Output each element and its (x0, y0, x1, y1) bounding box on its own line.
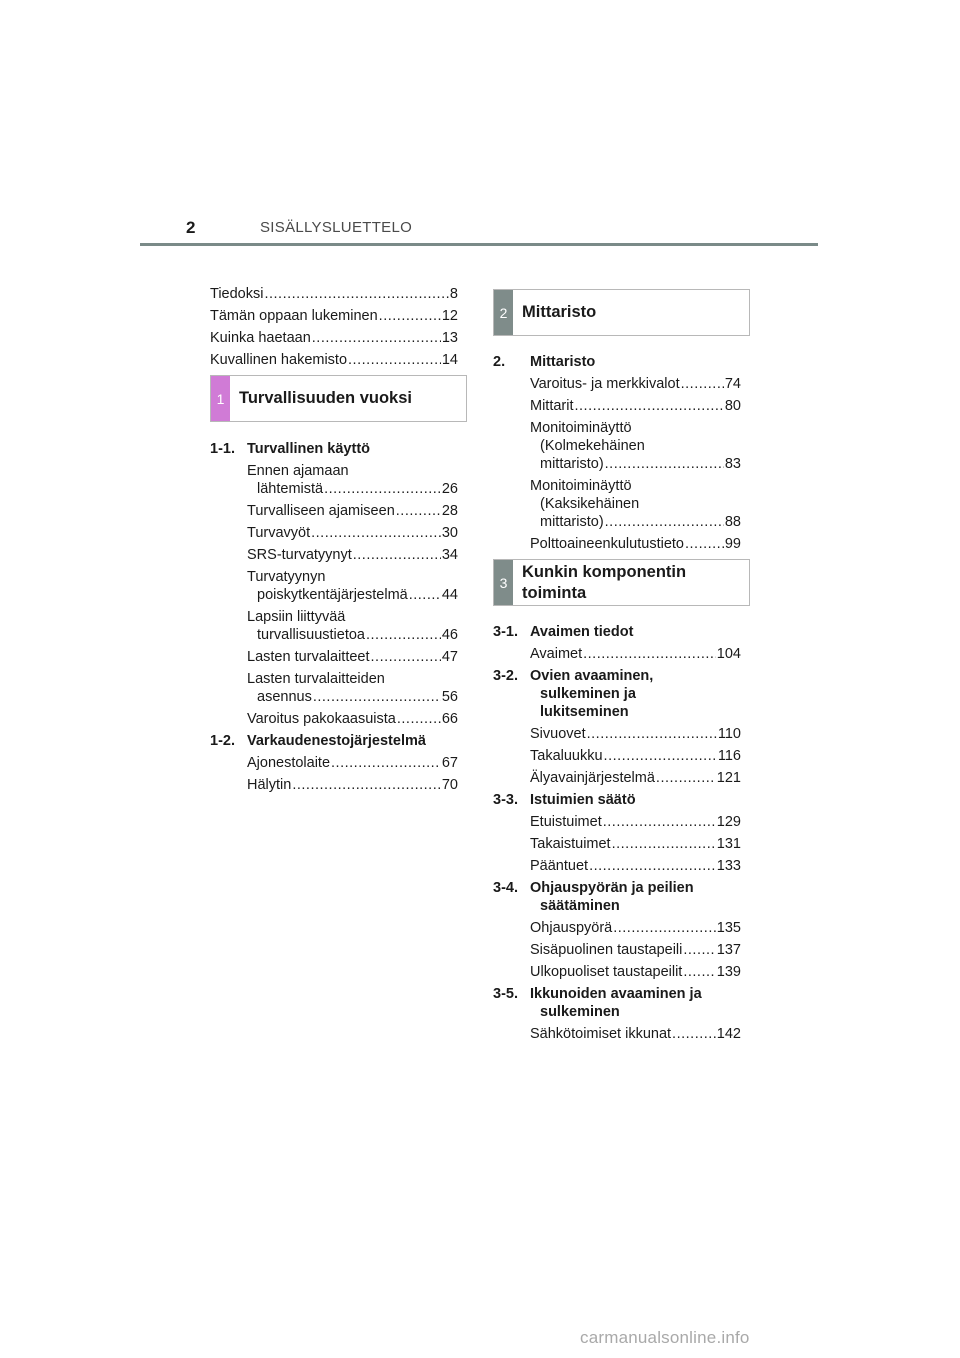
leader-dots (312, 329, 441, 347)
leader-dots (348, 351, 441, 369)
toc-entry[interactable]: Lapsiin liittyvää turvallisuustietoa ..... 46 (210, 608, 458, 644)
toc-entry[interactable]: Tämän oppaan lukeminen ..... 12 (210, 307, 458, 325)
leader-dots (396, 502, 441, 520)
toc-entry[interactable]: Ulkopuoliset taustapeilit ..... 139 (493, 963, 741, 981)
chapter-3-header[interactable] (493, 559, 750, 606)
chapter-tab: 1 (211, 376, 230, 421)
toc-entry[interactable]: Turvalliseen ajamiseen ..... 28 (210, 502, 458, 520)
toc-right-column (493, 289, 741, 1047)
leader-dots (371, 648, 441, 666)
leader-dots (672, 1025, 716, 1043)
leader-dots (331, 754, 441, 772)
toc-entry[interactable]: Takaistuimet ..... 131 (493, 835, 741, 853)
section-heading[interactable]: 3-3. Istuimien säätö (493, 792, 636, 808)
leader-dots (587, 725, 717, 743)
leader-dots (685, 535, 724, 553)
toc-entry[interactable]: Ennen ajamaan lähtemistä ..... 26 (210, 462, 458, 498)
section-heading[interactable]: 3-1. Avaimen tiedot (493, 624, 634, 640)
leader-dots (683, 963, 715, 981)
leader-dots (603, 813, 716, 831)
toc-entry[interactable]: Varoitus pakokaasuista ..... 66 (210, 710, 458, 728)
toc-entry[interactable]: Varoitus- ja merkkivalot ..... 74 (493, 375, 741, 393)
section-heading[interactable]: 1-1. Turvallinen käyttö (210, 441, 371, 457)
toc-entry[interactable]: Kuvallinen hakemisto ..... 14 (210, 351, 458, 369)
leader-dots (613, 919, 716, 937)
leader-dots (605, 513, 724, 531)
section-heading[interactable]: 2. Mittaristo (493, 354, 596, 370)
toc-entry[interactable]: Turvavyöt ..... 30 (210, 524, 458, 542)
page-header (186, 218, 818, 244)
leader-dots (264, 285, 448, 303)
toc-entry[interactable]: Pääntuet ..... 133 (493, 857, 741, 875)
chapter-1-header[interactable] (210, 375, 467, 422)
chapter-title: Turvallisuuden vuoksi (239, 389, 412, 407)
leader-dots (681, 375, 724, 393)
toc-entry[interactable]: SRS-turvatyynyt ..... 34 (210, 546, 458, 564)
page-number: 2 (186, 218, 196, 237)
leader-dots (583, 645, 716, 663)
toc-left-column (210, 285, 458, 798)
toc-entry[interactable]: Ohjauspyörä ..... 135 (493, 919, 741, 937)
section-heading[interactable]: 3-2. Ovien avaaminen, sulkeminen ja lukitseminen (493, 668, 654, 720)
page-title: SISÄLLYSLUETTELO (260, 219, 413, 236)
toc-entry[interactable]: Lasten turvalaitteet ..... 47 (210, 648, 458, 666)
watermark: carmanualsonline.info (580, 1328, 750, 1347)
section-heading[interactable]: 3-5. Ikkunoiden avaaminen ja sulkeminen (493, 986, 702, 1020)
chapter-2-header[interactable] (493, 289, 750, 336)
leader-dots (575, 397, 724, 415)
toc-entry[interactable]: Älyavainjärjestelmä ..... 121 (493, 769, 741, 787)
chapter-tab: 3 (494, 560, 513, 605)
section-heading[interactable]: 3-4. Ohjauspyörän ja peilien säätäminen (493, 880, 694, 914)
toc-entry[interactable]: Monitoiminäyttö (Kaksikehäinen mittaristo) ..... 88 (493, 477, 741, 531)
leader-dots (311, 524, 441, 542)
leader-dots (379, 307, 441, 325)
toc-entry[interactable]: Sähkötoimiset ikkunat ..... 142 (493, 1025, 741, 1043)
toc-entry[interactable]: Lasten turvalaitteiden asennus ..... 56 (210, 670, 458, 706)
toc-entry[interactable]: Turvatyynyn poiskytkentäjärjestelmä ..... 44 (210, 568, 458, 604)
header-divider (140, 243, 818, 246)
toc-entry[interactable]: Polttoaineenkulutustieto ..... 99 (493, 535, 741, 553)
toc-entry[interactable]: Sisäpuolinen taustapeili ..... 137 (493, 941, 741, 959)
toc-entry[interactable]: Monitoiminäyttö (Kolmekehäinen mittaristo) ..... 83 (493, 419, 741, 473)
leader-dots (589, 857, 716, 875)
leader-dots (656, 769, 716, 787)
toc-entry[interactable]: Avaimet ..... 104 (493, 645, 741, 663)
leader-dots (683, 941, 715, 959)
leader-dots (604, 747, 717, 765)
section-heading[interactable]: 1-2. Varkaudenestojärjestelmä (210, 733, 426, 749)
leader-dots (612, 835, 716, 853)
chapter-title: Mittaristo (522, 303, 597, 321)
toc-entry[interactable]: Tiedoksi ..... 8 (210, 285, 458, 303)
chapter-title: Kunkin komponentin toiminta (522, 562, 687, 602)
chapter-tab: 2 (494, 290, 513, 335)
leader-dots (409, 586, 441, 604)
toc-entry[interactable]: Sivuovet ..... 110 (493, 725, 741, 743)
leader-dots (397, 710, 441, 728)
leader-dots (292, 776, 441, 794)
toc-entry[interactable]: Takaluukku ..... 116 (493, 747, 741, 765)
leader-dots (605, 455, 724, 473)
toc-entry[interactable]: Etuistuimet ..... 129 (493, 813, 741, 831)
leader-dots (313, 688, 441, 706)
toc-entry[interactable]: Ajonestolaite ..... 67 (210, 754, 458, 772)
toc-entry[interactable]: Mittarit ..... 80 (493, 397, 741, 415)
toc-entry[interactable]: Hälytin ..... 70 (210, 776, 458, 794)
toc-entry[interactable]: Kuinka haetaan ..... 13 (210, 329, 458, 347)
leader-dots (324, 480, 441, 498)
leader-dots (366, 626, 441, 644)
leader-dots (353, 546, 441, 564)
